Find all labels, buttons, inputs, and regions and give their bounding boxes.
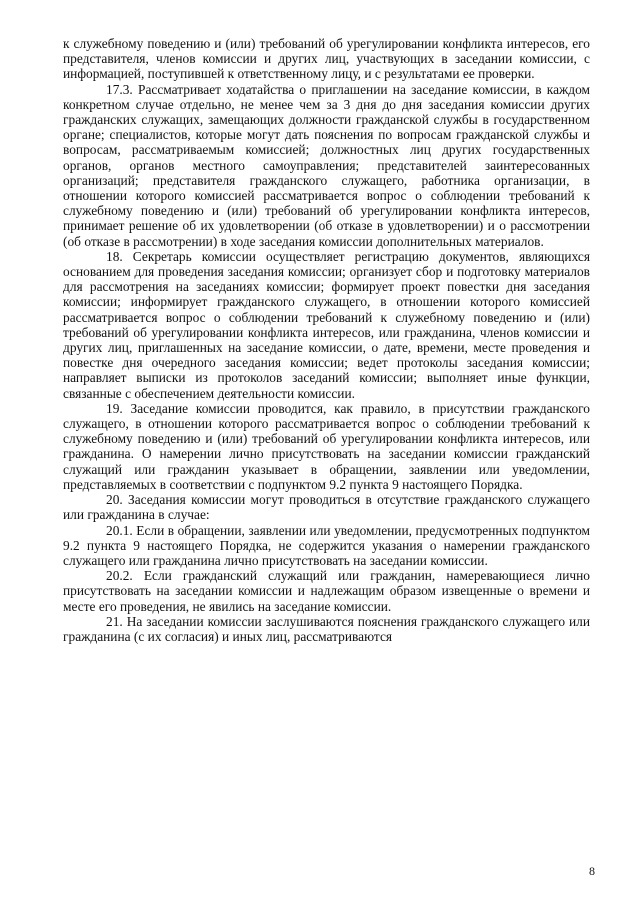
paragraph-17-3: 17.3. Рассматривает ходатайства о приглашении на заседание комиссии, в каждом конкретном случае отдельно, не менее чем за 3 дня до дня заседания комиссии других гражданских служащих, замещающих должности гражданской службы в государственном органе; специалистов, которые могут дать пояснения по вопросам гражданской службы и вопросам, рассматриваемым комиссией; должностных лиц других государственных органов, органов местного самоуправления; представителей заинтересованных организаций; представителя гражданского служащего, работника организации, в отношении которого комиссией рассматривается вопрос о соблюдении требований к служебному поведению и (или) требований об урегулировании конфликта интересов, принимает решение об их удовлетворении (об отказе в удовлетворении) и о рассмотрении (об отказе в рассмотрении) в ходе заседания комиссии дополнительных материалов. xyxy=(63,81,590,249)
document-body xyxy=(63,36,590,644)
paragraph-20-1: 20.1. Если в обращении, заявлении или уведомлении, предусмотренных подпунктом 9.2 пункта 9 настоящего Порядка, не содержится указания о намерении гражданского служащего или гражданина лично присутствовать на заседании комиссии. xyxy=(63,522,590,568)
paragraph-18: 18. Секретарь комиссии осуществляет регистрацию документов, являющихся основанием для проведения заседания комиссии; организует сбор и подготовку материалов для рассмотрения на заседаниях комиссии; формирует проект повестки дня заседания комиссии; информирует гражданского служащего, в отношении которого комиссией рассматривается вопрос о соблюдении требований к служебному поведению и (или) требований об урегулировании конфликта интересов, или гражданина, членов комиссии и других лиц, приглашенных на заседание комиссии, о дате, времени, месте проведения и повестке дня очередного заседания комиссии; ведет протоколы заседания комиссии; направляет выписки из протоколов заседаний комиссии; выполняет иные функции, связанные с обеспечением деятельности комиссии. xyxy=(63,248,590,401)
paragraph-continuation: к служебному поведению и (или) требований об урегулировании конфликта интересов, его представителя, членов комиссии и других лиц, участвующих в заседании комиссии, с информацией, поступившей к ответственному лицу, и с результатами ее проверки. xyxy=(63,36,590,82)
paragraph-21: 21. На заседании комиссии заслушиваются пояснения гражданского служащего или гражданина (с их согласия) и иных лиц, рассматриваются xyxy=(63,613,590,644)
page-number: 8 xyxy=(589,864,595,878)
paragraph-20-2: 20.2. Если гражданский служащий или гражданин, намеревающиеся лично присутствовать на заседании комиссии и надлежащим образом извещенные о времени и месте его проведения, не явились на заседание комиссии. xyxy=(63,568,590,614)
paragraph-19: 19. Заседание комиссии проводится, как правило, в присутствии гражданского служащего, в отношении которого рассматривается вопрос о соблюдении требований к служебному поведению и (или) требований об урегулировании конфликта интересов, или гражданина. О намерении лично присутствовать на заседании комиссии гражданский служащий или гражданин указывает в обращении, заявлении или уведомлении, представляемых в соответствии с подпунктом 9.2 пункта 9 настоящего Порядка. xyxy=(63,400,590,492)
paragraph-20: 20. Заседания комиссии могут проводиться в отсутствие гражданского служащего или гражданина в случае: xyxy=(63,492,590,523)
